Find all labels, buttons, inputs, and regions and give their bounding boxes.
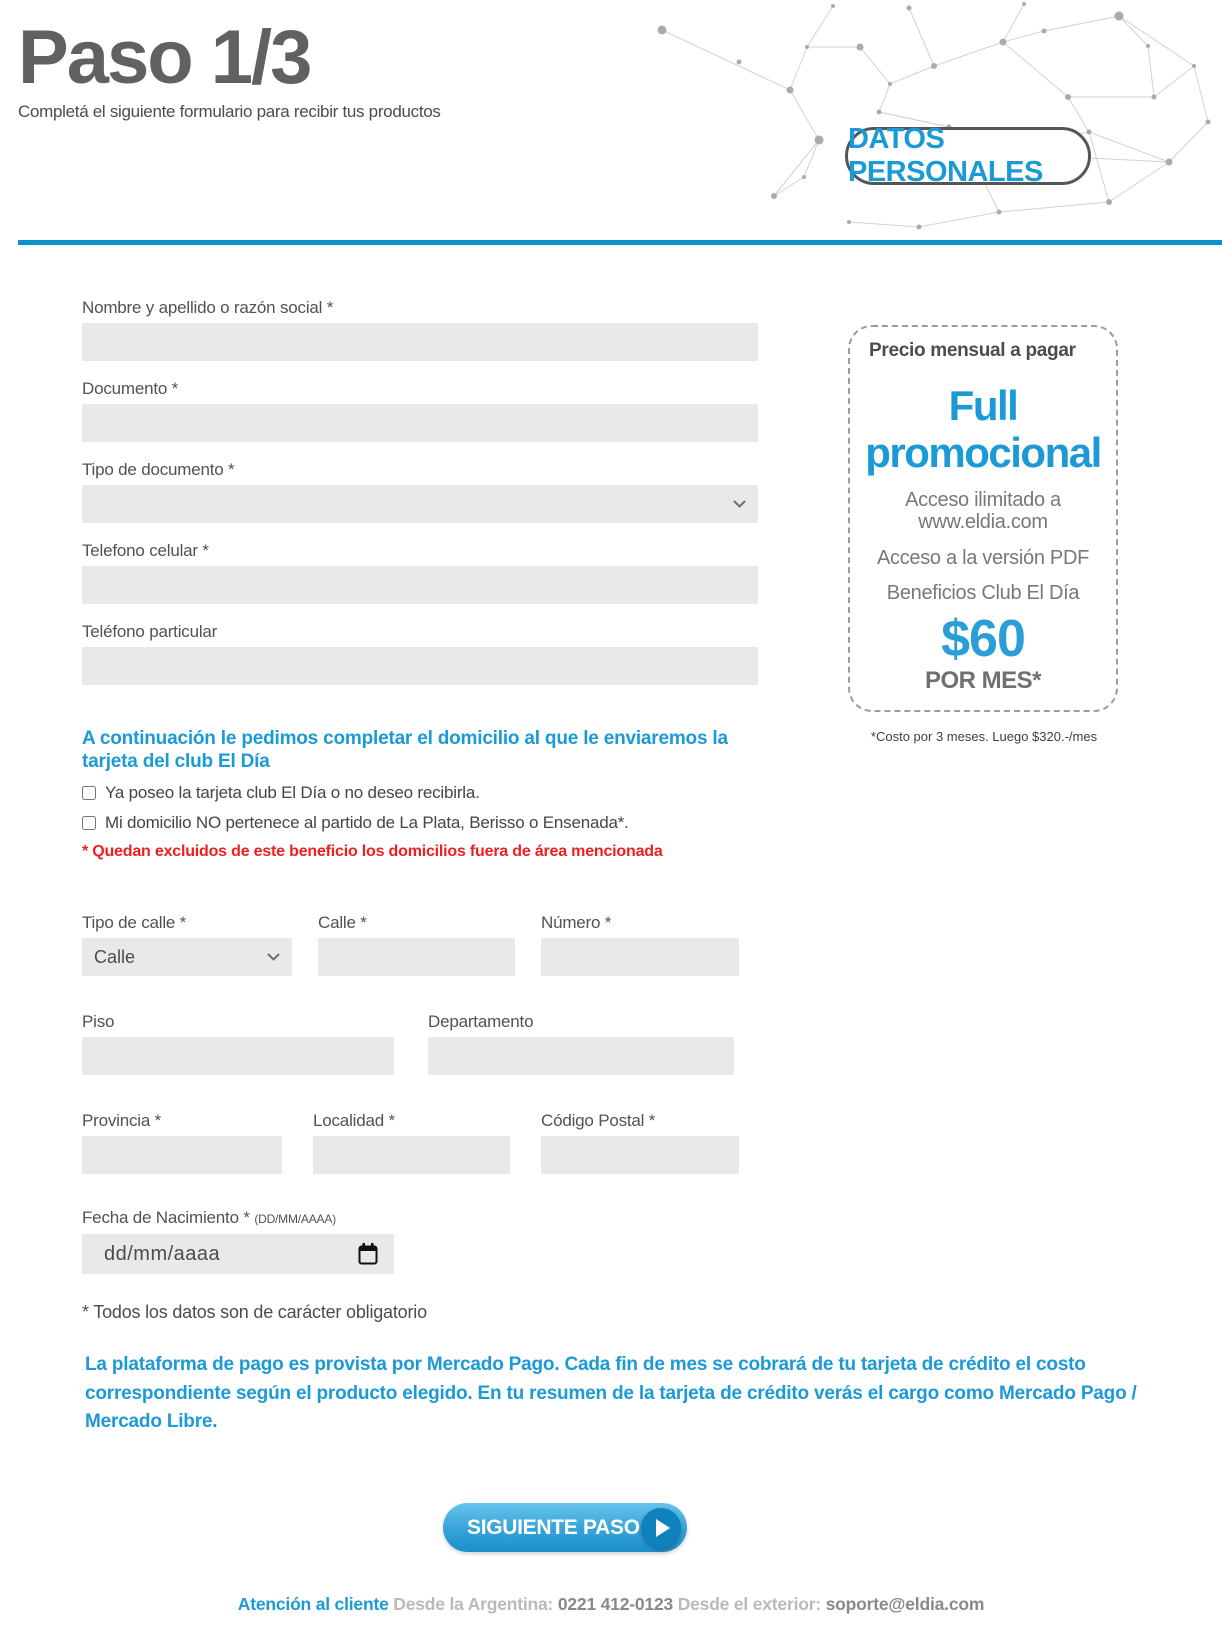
payment-note: La plataforma de pago es provista por Mercado Pago. Cada fin de mes se cobrará de tu tarjeta de crédito el costo correspondiente según el producto elegido. En tu resumen de la tarjeta de crédito verás el cargo como Mercado Pago / Mercado Libre. (85, 1354, 1137, 1432)
calle-label: Calle * (318, 913, 367, 932)
field-celular (82, 541, 758, 604)
celular-label: Telefono celular * (82, 541, 209, 560)
ya-poseo-tarjeta-label: Ya poseo la tarjeta club El Día o no deseo recibirla. (105, 783, 480, 802)
address-intro: A continuación le pedimos completar el domicilio al que le enviaremos la tarjeta del club El Día (82, 728, 728, 772)
next-step-button-label: SIGUIENTE PASO (467, 1515, 640, 1539)
provincia-label: Provincia * (82, 1111, 162, 1130)
domicilio-fuera-label: Mi domicilio NO pertenece al partido de La Plata, Berisso o Ensenada*. (105, 813, 629, 832)
codigo-postal-input[interactable] (541, 1136, 739, 1174)
required-fields-note: * Todos los datos son de carácter obligatorio (82, 1302, 427, 1322)
fecha-nacimiento-format-hint: (DD/MM/AAAA) (254, 1212, 336, 1226)
next-step-button[interactable] (443, 1503, 687, 1552)
plan-period: POR MES* (924, 666, 1042, 694)
plan-name-line2: promocional (865, 429, 1101, 477)
domicilio-fuera-checkbox[interactable] (82, 816, 96, 830)
provincia-input[interactable] (82, 1136, 282, 1174)
page-header (18, 15, 441, 122)
pricing-header: Precio mensual a pagar (869, 340, 1076, 361)
plan-name (850, 382, 1116, 476)
floor-row (82, 1012, 758, 1075)
tipo-documento-select[interactable] (82, 485, 758, 523)
checkbox-row-domicilio[interactable] (82, 813, 758, 833)
page-title: Paso 1/3 (18, 15, 311, 100)
particular-label: Teléfono particular (82, 622, 218, 641)
calle-input[interactable] (318, 938, 515, 976)
particular-input[interactable] (82, 647, 758, 685)
header-divider (18, 240, 1222, 245)
fecha-nacimiento-label-text: Fecha de Nacimiento * (82, 1208, 250, 1227)
section-badge-label: DATOS PERSONALES (848, 123, 1043, 188)
documento-input[interactable] (82, 404, 758, 442)
field-calle (318, 913, 515, 976)
birthdate-input[interactable] (82, 1234, 394, 1274)
plan-feature: Beneficios Club El Día (886, 582, 1080, 605)
localidad-input[interactable] (313, 1136, 510, 1174)
numero-input[interactable] (541, 938, 739, 976)
footer-label: Atención al cliente (237, 1594, 389, 1614)
checkbox-row-tarjeta[interactable] (82, 783, 758, 803)
tipo-calle-value: Calle (94, 946, 136, 967)
personal-data-form (82, 298, 758, 1323)
plan-feature: Acceso a la versión PDF (876, 546, 1090, 569)
fecha-nacimiento-label (82, 1208, 758, 1229)
customer-service-footer (0, 1594, 1222, 1615)
page-subtitle: Completá el siguiente formulario para recibir tus productos (18, 101, 441, 121)
calendar-icon[interactable] (358, 1243, 378, 1265)
field-nombre (82, 298, 758, 361)
departamento-input[interactable] (428, 1037, 734, 1075)
piso-input[interactable] (82, 1037, 394, 1075)
tipo-calle-select[interactable] (82, 938, 292, 976)
piso-label: Piso (82, 1012, 115, 1031)
footer-phone: 0221 412-0123 (557, 1594, 674, 1614)
section-badge (845, 123, 1091, 188)
field-particular (82, 622, 758, 685)
nombre-input[interactable] (82, 323, 758, 361)
codigo-postal-label: Código Postal * (541, 1111, 656, 1130)
play-icon (641, 1508, 681, 1548)
field-codigo-postal (541, 1111, 739, 1174)
documento-label: Documento * (82, 379, 179, 398)
localidad-label: Localidad * (313, 1111, 395, 1130)
plan-name-line1: Full (948, 382, 1018, 429)
field-tipo-calle (82, 913, 292, 976)
tipo-documento-label: Tipo de documento * (82, 460, 235, 479)
play-triangle-icon (656, 1519, 670, 1537)
field-provincia (82, 1111, 282, 1174)
plan-feature: Acceso ilimitado a www.eldia.com (905, 489, 1061, 534)
departamento-label: Departamento (428, 1012, 534, 1031)
field-piso (82, 1012, 394, 1075)
footer-abroad-label: Desde el exterior: (677, 1594, 821, 1614)
chevron-down-icon (267, 953, 280, 961)
pricing-card (848, 325, 1118, 712)
province-row (82, 1111, 758, 1174)
footer-argentina-label: Desde la Argentina: (393, 1594, 554, 1614)
field-fecha-nacimiento (82, 1208, 758, 1274)
birthdate-placeholder: dd/mm/aaaa (104, 1242, 221, 1265)
ya-poseo-tarjeta-checkbox[interactable] (82, 786, 96, 800)
tipo-calle-label: Tipo de calle * (82, 913, 187, 932)
pricing-footnote: *Costo por 3 meses. Luego $320.-/mes (870, 729, 1098, 744)
celular-input[interactable] (82, 566, 758, 604)
exclusion-note: * Quedan excluidos de este beneficio los domicilios fuera de área mencionada (82, 843, 663, 860)
nombre-label: Nombre y apellido o razón social * (82, 298, 334, 317)
field-tipo-documento (82, 460, 758, 523)
plan-price: $60 (941, 609, 1025, 668)
footer-email: soporte@eldia.com (825, 1594, 985, 1614)
field-numero (541, 913, 739, 976)
network-decoration (647, 0, 1222, 232)
field-localidad (313, 1111, 510, 1174)
chevron-down-icon (733, 500, 746, 508)
street-row (82, 913, 758, 976)
field-documento (82, 379, 758, 442)
numero-label: Número * (541, 913, 612, 932)
field-departamento (428, 1012, 734, 1075)
